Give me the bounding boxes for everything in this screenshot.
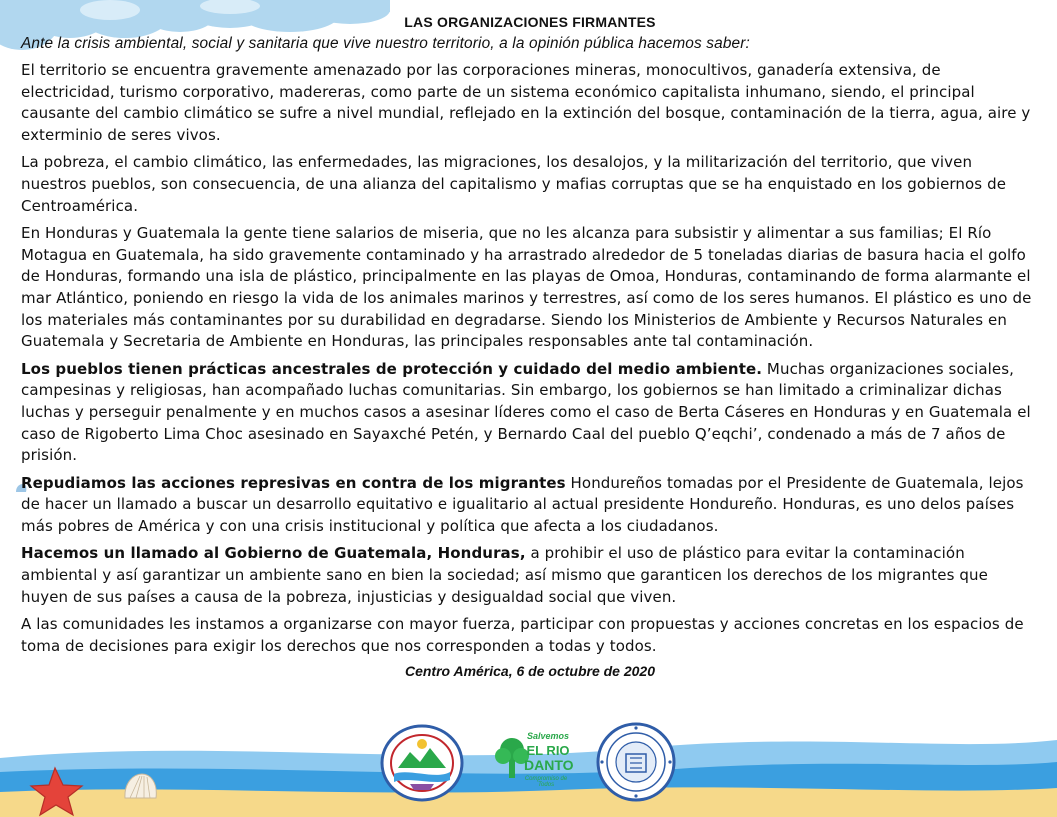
paragraph-lead: Repudiamos las acciones represivas en contra de los migrantes [21,473,566,492]
paragraph-7 [21,614,1039,657]
paragraph-3 [21,223,1039,353]
letter-body [21,14,1039,679]
salvemos-el-rio-danto-logo [490,730,574,798]
paragraph-text: Hondureños tomadas por el Presidente de Guatemala, lejos de hacer un llamado a buscar un desarrollo equitativo e igualitario al actual presidente Hondureño. Honduras, es uno delos países más pobres de América y con una crisis institucional y política que afecta a los ciudadanos. [21,473,1024,535]
document-heading: LAS ORGANIZACIONES FIRMANTES [404,14,656,30]
logo-line-danto: DANTO [524,757,574,773]
paragraph-5 [21,473,1039,538]
paragraph-2 [21,152,1039,217]
logo-line-salvemos: Salvemos [526,731,570,741]
movimiento-social-intercultural-seal-logo [596,722,676,802]
organizations-seal-logo [380,724,464,802]
paragraph-text: En Honduras y Guatemala la gente tiene salarios de miseria, que no les alcanza para subsistir y alimentar a sus familias; El Río Motagua en Guatemala, ha sido gravemente contaminado y ha arrastrado alrededor de 5 toneladas diarias de basura hacia el golfo de Honduras, formando una isla de plástico, principalmente en las playas de Omoa, Honduras, contaminando de forma alarmante el mar Atlántico, poniendo en riesgo la vida de los animales marinos y terrestres, así como de los seres humanos. El plástico es uno de los materiales más contaminantes por su durabilidad en degradarse. Siendo los Ministerios de Ambiente y Recursos Naturales en Guatemala y Secretaria de Ambiente en Honduras, las principales responsables ante tal contaminación. [21,224,1032,351]
intro-statement: Ante la crisis ambiental, social y sanitaria que vive nuestro territorio, a la opinión pública hacemos saber: [21,35,750,52]
place-and-date: Centro América, 6 de octubre de 2020 [404,663,656,680]
paragraph-1 [21,60,1039,146]
paragraph-text: La pobreza, el cambio climático, las enfermedades, las migraciones, los desalojos, y la militarización del territorio, que viven nuestros pueblos, son consecuencia, de una alianza del capitalismo y mafias corruptas que se ha enquistado en los gobiernos de Centroamérica. [21,153,1007,215]
paragraph-text: a prohibir el uso de plástico para evitar la contaminación ambiental y así garantizar un ambiente sano en bien la sociedad; así mismo que garanticen los derechos de los migrantes que huyen de sus países a causa de la pobreza, injusticias y desigualdad social que viven. [21,544,988,606]
logo-tagline: Compromiso de Todos [524,776,568,788]
signatory-logos [0,722,1057,802]
paragraph-lead: Los pueblos tienen prácticas ancestrales de protección y cuidado del medio ambiente. [21,359,763,378]
paragraph-4 [21,359,1039,467]
paragraph-text: El territorio se encuentra gravemente amenazado por las corporaciones mineras, monocultivos, ganadería extensiva, de electricidad, turismo corporativo, madereras, como parte de un sistema económico capitalista inhumano, siendo, el principal causante del cambio climático se sufre a nivel mundial, reflejado en la extinción del bosque, contaminación de la tierra, agua, aire y exterminio de seres vivos. [21,61,1031,144]
paragraph-text: Muchas organizaciones sociales, campesinas y religiosas, han acompañado luchas comunitarias. Sin embargo, los gobiernos se han limitado a criminalizar dichas luchas y perseguir penalmente y en muchos casos a asesinar líderes como el caso de Berta Cáseres en Honduras y en Guatemala el caso de Rigoberto Lima Choc asesinado en Sayaxché Petén, y Bernardo Caal del pueblo Q’eqchi’, condenado a más de 7 años de prisión. [21,359,1031,465]
paragraph-6 [21,543,1039,608]
paragraph-text: A las comunidades les instamos a organizarse con mayor fuerza, participar con propuestas y acciones concretas en los espacios de toma de decisiones para exigir los derechos que nos corresponden a todas y todos. [21,615,1024,655]
paragraph-lead: Hacemos un llamado al Gobierno de Guatemala, Honduras, [21,544,526,563]
logo-line-el-rio: EL RIO [526,743,570,758]
